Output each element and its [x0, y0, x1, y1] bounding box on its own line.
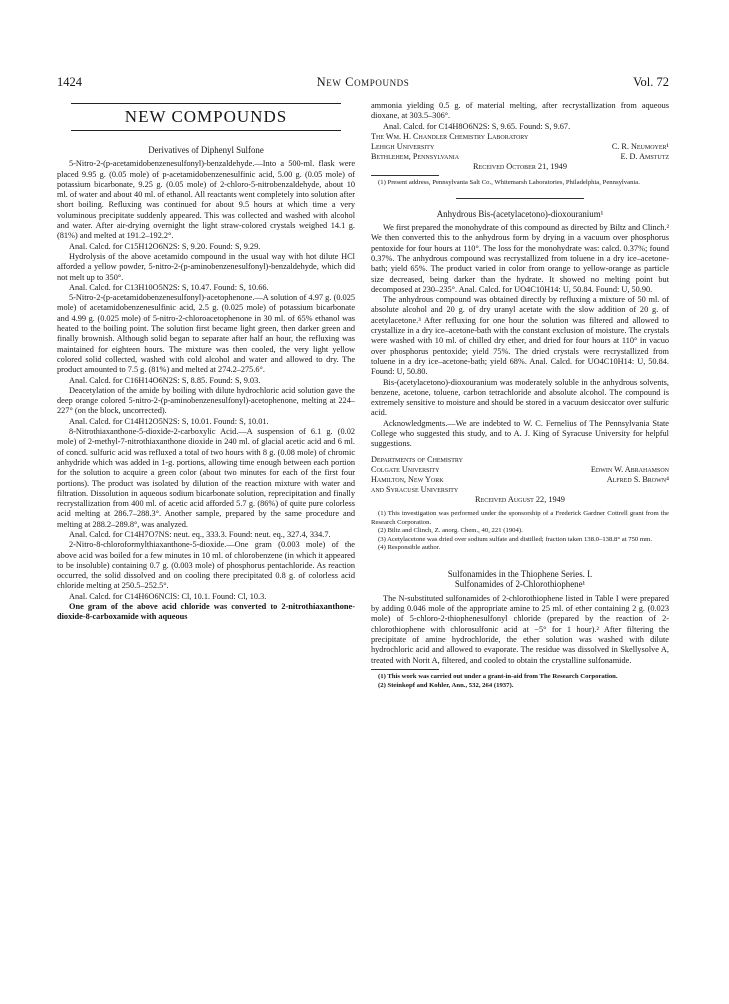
paragraph: The anhydrous compound was obtained directly by refluxing a mixture of 50 ml. of absolute alcohol and 20 g. of dry uranyl acetate with the slow addition of 20 g. of acetylacetone.³ After refluxing for one hour the solution was filtered and allowed to crystallize in a dry ice–acetone-bath with the constant exclusion of moisture. The crystals were washed with 10 ml. of chilled dry ether, and dried for four hours at 110° in vacuo over phosphorus pentoxide; yield 75%. The dried crystals were recrystallized from toluene in a dry ice–acetone-bath; yield 68%. Anal. Calcd. for UO4C10H14: U, 50.84. Found: U, 50.80. [371, 295, 669, 377]
section-title-line: Sulfonamides in the Thiophene Series. I. [447, 568, 593, 579]
paragraph: 2-Nitro-8-chloroformylthiaxanthone-5-dioxide.—One gram (0.003 mole) of the above acid was boiled for a few minutes in 10 ml. of chlorobenzene (in which it appeared to be insoluble) containing 0.7 g. (0.003 mole) of phosphorus pentachloride. As reaction occurred, the solid dissolved and on cooling there precipitated 0.8 g. of colorless acid chloride melting at 250.5–252.5°. [57, 540, 355, 591]
page-number: 1424 [57, 75, 82, 89]
volume-label: Vol. 72 [633, 75, 669, 89]
affiliation-row [371, 465, 669, 475]
affiliation-line: Colgate University [371, 464, 440, 474]
footnote: (3) Acetylacetone was dried over sodium sulfate and distilled; fraction taken 138.0–138.8° at 750 mm. [378, 535, 653, 543]
paragraph: ammonia yielding 0.5 g. of material melting, after recrystallization from aqueous dioxane, at 303.5–306°. [371, 101, 669, 121]
footnote-rule [371, 175, 439, 176]
footnote: (1) This investigation was performed under the sponsorship of a Frederick Gardner Cottrell grant from the Research Corporation. [371, 509, 669, 526]
paragraph: 5-Nitro-2-(p-acetamidobenzenesulfonyl)-benzaldehyde.—Into a 500-ml. flask were placed 9.95 g. (0.05 mole) of p-acetamidobenzenesulfinic acid, 5.00 g. (0.05 mole) of potassium bicarbonate, 9.25 g. (0.05 mole) of 2-chloro-5-nitrobenzaldehyde, about 10 ml. of water and about 40 ml. of ethanol. All reactants went completely into solution after short boiling. Refluxing was continued for about 9.5 hours at which time a very voluminous precipitate suddenly appeared. This was collected and washed with alcohol and water. After air-drying overnight the light straw-colored crystals weighed 14.1 g. (81%) and melted at 191.2–192.2°. [57, 159, 355, 241]
running-title [57, 75, 669, 90]
acknowledgments: Acknowledgments.—We are indebted to W. C. Fernelius of The Pennsylvania State College who suggested this study, and to A. J. King of Syracuse University for helpful suggestions. [371, 418, 669, 449]
received-date: Received October 21, 1949 [473, 161, 567, 171]
affiliation-line: Hamilton, New York [371, 474, 444, 484]
footnote: (2) Biltz and Clinch, Z. anorg. Chem., 40, 221 (1904). [378, 527, 523, 535]
analysis-line: Anal. Calcd. for C14H8O6N2S: S, 9.65. Found: S, 9.67. [383, 121, 571, 131]
analysis-line: Anal. Calcd. for C13H10O5N2S: S, 10.47. Found: S, 10.66. [69, 282, 269, 292]
section-divider [456, 198, 584, 199]
footnote: (4) Responsible author. [378, 544, 441, 552]
left-column [57, 101, 355, 623]
main-title: NEW COMPOUNDS [124, 107, 288, 126]
right-column [371, 101, 669, 690]
footnote: (1) This work was carried out under a grant-in-aid from The Research Corporation. [378, 672, 618, 680]
section-title-line: Sulfonamides of 2-Chlorothiophene¹ [454, 579, 586, 590]
affiliation-row [371, 475, 669, 485]
section-title-uranium: Anhydrous Bis-(acetylacetono)-dioxouranium¹ [436, 208, 604, 219]
section-title-sulfonamides [371, 569, 669, 590]
analysis-line: Anal. Calcd. for C14H12O5N2S: S, 10.01. Found: S, 10.01. [69, 416, 269, 426]
analysis-line: Anal. Calcd. for C14H7O7NS: neut. eq., 333.3. Found: neut. eq., 327.4, 334.7. [69, 529, 331, 539]
analysis-line: Anal. Calcd. for C15H12O6N2S: S, 9.20. Found: S, 9.29. [69, 241, 261, 251]
paragraph: Hydrolysis of the above acetamido compound in the usual way with hot dilute HCl afforded a yellow powder, 5-nitro-2-(p-aminobenzenesulfonyl)-benzaldehyde, which did not melt up to 350°. [57, 251, 355, 282]
affiliation-line: The Wm. H. Chandler Chemistry Laboratory [371, 131, 529, 141]
paragraph: Bis-(acetylacetono)-dioxouranium was moderately soluble in the anhydrous solvents, benzene, acetone, toluene, carbon tetrachloride and absolute alcohol. The compound is extremely sensitive to moisture and should be stored in a vacuum desiccator over sulfuric acid. [371, 377, 669, 418]
author-name: C. R. Neumoyer¹ [611, 141, 669, 151]
footnote-rule [371, 669, 439, 670]
paragraph: Deacetylation of the amide by boiling with dilute hydrochloric acid solution gave the deep orange colored 5-nitro-2-(p-aminobenzenesulfonyl)-acetophenone, melting at 224–227° (on the block, uncorrected). [57, 385, 355, 416]
title-block [71, 103, 341, 131]
affiliation-line: Lehigh University [371, 141, 435, 151]
section-title-diphenyl-sulfone: Derivatives of Diphenyl Sulfone [148, 145, 264, 155]
paragraph: 5-Nitro-2-(p-acetamidobenzenesulfonyl)-acetophenone.—A solution of 4.97 g. (0.025 mole) of acetamidobenzenesulfinic acid, 2.5 g. (0.025 mole) of potassium bicarbonate and 4.99 g. (0.025 mole) of 5-nitro-2-chloroacetophenone in 30 ml. of 65% ethanol was heated to the boiling point. The solution first became light green, then darker green and finally brownish. Although solid began to separate after half an hour, the refluxing was maintained for eighteen hours. The mixture was then cooled, the very light yellow colored solid collected, washed with cold alcohol and water and allowed to dry. The product amounted to 7.5 g. (81%) and melted at 274.2–275.6°. [57, 293, 355, 375]
paragraph: 8-Nitrothiaxanthone-5-dioxide-2-carboxylic Acid.—A suspension of 6.1 g. (0.02 mole) of 2-methyl-7-nitrothiaxanthone dioxide in 240 ml. of glacial acetic acid and 6 ml. of concd. sulfuric acid was refluxed a total of two hours with 8 g. (0.08 mole) of chromic anhydride which was added in 1-g. portions, allowing time enough between each portion for the solution to acquire a green color (about two minutes for each of the first four portions). The product was isolated by dilution of the reaction mixture with water and filtration. Dissolution in aqueous sodium bicarbonate solution, reprecipitation and finally recrystallization from 400 ml. of acetic acid afforded 5.7 g. (86%) of quite pure colorless acid melting at 286.7–288.3°. Another sample, prepared by the same procedure and melting at 288.2–289.8°, was analyzed. [57, 427, 355, 529]
running-title-text: New Compounds [316, 75, 410, 89]
analysis-line: Anal. Calcd. for C16H14O6N2S: S, 8.85. Found: S, 9.03. [69, 375, 261, 385]
paragraph: We first prepared the monohydrate of this compound as directed by Biltz and Clinch.² We then converted this to the anhydrous form by drying in a vacuum over phosphorus pentoxide for four hours at 110°. The loss for the monohydrate was: calcd. 0.37%; found 0.37%. The anhydrous compound was recrystallized from toluene in a dry ice–acetone-bath; yield 65%. The product varied in color from orange to yellow-orange as particle size decreased, being darker than the hydrate. It showed no melting point but decomposed at 230–235°. Anal. Calcd. for UO4C10H14: U, 50.84. Found: U, 50.90. [371, 223, 669, 294]
author-name: E. D. Amstutz [620, 151, 669, 161]
analysis-line: Anal. Calcd. for C14H6O6NClS: Cl, 10.1. Found: Cl, 10.3. [69, 591, 267, 601]
affiliation-row [371, 142, 669, 152]
affiliation-row [371, 152, 669, 162]
spacer [371, 553, 669, 563]
received-date: Received August 22, 1949 [475, 494, 565, 504]
author-name: Edwin W. Abrahamson [590, 464, 669, 474]
paragraph: The N-substituted sulfonamides of 2-chlorothiophene listed in Table I were prepared by adding 0.046 mole of the appropriate amine to 25 ml. of ether containing 2 g. (0.023 mole) of 5-chloro-2-thiophenesulfonyl chloride (prepared by the reaction of 2-chlorothiophene with chlorosulfonic acid at −5° for 1 hour).² After filtering the precipitate of amine hydrochloride, the ether solution was washed with dilute hydrochloric acid and allowed to evaporate. The residue was dissolved in Skellysolve A, treated with Norit A, filtered, and cooled to obtain the crystalline sulfonamide. [371, 593, 669, 665]
affiliation-line: Departments of Chemistry [371, 454, 463, 464]
footnote: (2) Steinkopf and Kohler, Ann., 532, 264 (1937). [378, 681, 514, 689]
running-header [57, 75, 669, 91]
affiliation-line: Bethlehem, Pennsylvania [371, 151, 460, 161]
affiliation-line: and Syracuse University [371, 484, 459, 494]
paragraph: One gram of the above acid chloride was converted to 2-nitrothiaxanthone-dioxide-8-carboxamide with aqueous [57, 602, 355, 622]
footnote: (1) Present address, Pennsylvania Salt Co., Whitemarsh Laboratories, Philadelphia, Pennsylvania. [378, 179, 640, 187]
author-name: Alfred S. Brown⁴ [606, 474, 669, 484]
